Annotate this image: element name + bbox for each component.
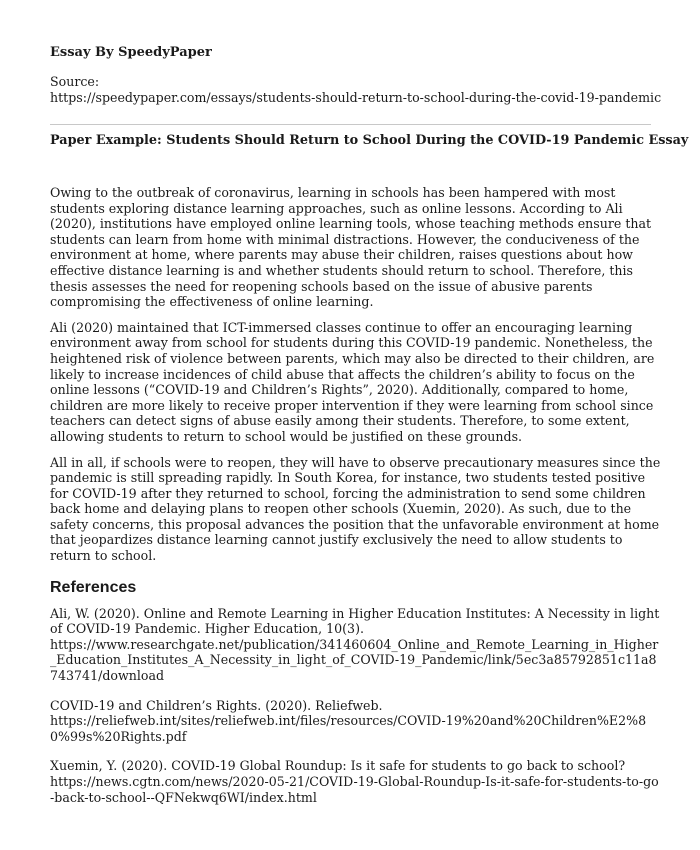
paragraph-body: Ali (2020) maintained that ICT-immersed classes continue to offer an encouraging learning environment away from school for students during this COVID-19 pandemic. Nonetheless, the heightened risk of violence between parents, which may also be directed to their children, are likely to increase incidences of child abuse that affects the children’s ability to focus on the online lessons (“COVID-19 and Children’s Rights”, 2020). Additionally, compared to home, children are more likely to receive proper intervention if they were learning from school since teachers can detect signs of abuse easily among their students. Therefore, to some extent, allowing students to return to school would be justified on these grounds. — [50, 319, 655, 444]
source-url[interactable]: https://speedypaper.com/essays/students-should-return-to-school-during-the-covid-19-pandemic — [50, 89, 662, 105]
essay-body — [50, 185, 662, 819]
paper-title: Paper Example: Students Should Return to School During the COVID-19 Pandemic Essay — [50, 133, 689, 148]
reference-url[interactable]: https://news.cgtn.com/news/2020-05-21/COVID-19-Global-Roundup-Is-it-safe-for-students-to-go-back-to-school--QFNekwq6WI/index.html — [50, 774, 659, 805]
reference-url[interactable]: https://reliefweb.int/sites/reliefweb.int/files/resources/COVID-19%20and%20Children%E2%80%99s%20Rights.pdf — [50, 713, 647, 744]
references-heading: References — [50, 578, 137, 596]
source-block — [50, 74, 670, 105]
paragraph-intro: Owing to the outbreak of coronavirus, learning in schools has been hampered with most students exploring distance learning approaches, such as online lessons. According to Ali (2020), institutions have employed online learning tools, whose teaching methods ensure that students can learn from home with minimal distractions. However, the conduciveness of the environment at home, where parents may abuse their children, raises questions about how effective distance learning is and whether students should return to school. Therefore, this thesis assesses the need for reopening schools based on the issue of abusive parents compromising the effectiveness of online learning. — [50, 185, 652, 310]
source-label: Source: — [50, 74, 100, 89]
reference-item — [50, 606, 662, 684]
reference-item — [50, 758, 662, 805]
reference-citation: Xuemin, Y. (2020). COVID-19 Global Roundup: Is it safe for students to go back to school? — [50, 758, 626, 774]
divider — [50, 124, 651, 125]
reference-citation: Ali, W. (2020). Online and Remote Learning in Higher Education Institutes: A Necessity in light of COVID-19 Pandemic. Higher Education, 10(3). — [50, 605, 660, 637]
reference-item — [50, 698, 662, 745]
reference-url[interactable]: https://www.researchgate.net/publication/341460604_Online_and_Remote_Learning_in_Higher_Education_Institutes_A_Necessity_in_light_of_COVID-19_Pandemic/link/5ec3a85792851c11a8743741/download — [50, 636, 659, 684]
essay-by-heading: Essay By SpeedyPaper — [50, 45, 212, 60]
reference-citation: COVID-19 and Children’s Rights. (2020). Reliefweb. — [50, 697, 383, 713]
paragraph-conclusion: All in all, if schools were to reopen, they will have to observe precautionary measures since the pandemic is still spreading rapidly. In South Korea, for instance, two students tested positive for COVID-19 after they returned to school, forcing the administration to send some children back home and delaying plans to reopen other schools (Xuemin, 2020). As such, due to the safety concerns, this proposal advances the position that the unfavorable environment at home that jeopardizes distance learning cannot justify exclusively the need to allow students to return to school. — [50, 454, 661, 564]
